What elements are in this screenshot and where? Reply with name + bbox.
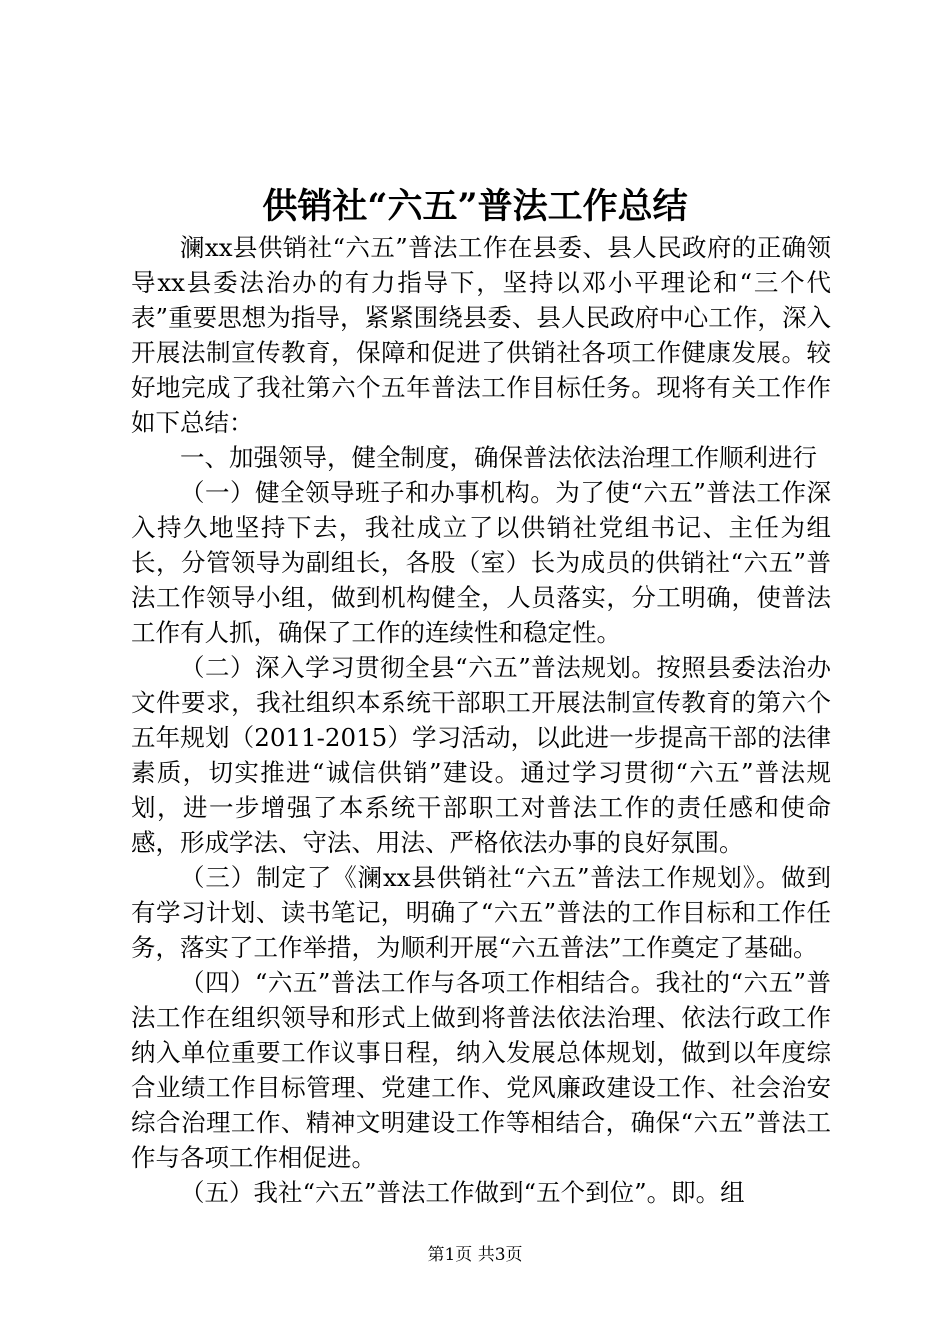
paragraph-intro: 澜xx县供销社“六五”普法工作在县委、县人民政府的正确领导xx县委法治办的有力指导下，坚持以邓小平理论和“三个代表”重要思想为指导，紧紧围绕县委、县人民政府中心工作，深入开展法制宣传教育，保障和促进了供销社各项工作健康发展。较好地完成了我社第六个五年普法工作目标任务。现将有关工作作如下总结：: [131, 233, 831, 437]
paragraph-section-heading-1: 一、加强领导，健全制度，确保普法依法治理工作顺利进行: [180, 443, 817, 472]
document-title: 供销社“六五”普法工作总结: [262, 186, 688, 227]
paragraph-item-4: （四）“六五”普法工作与各项工作相结合。我社的“六五”普法工作在组织领导和形式上做到将普法依法治理、依法行政工作纳入单位重要工作议事日程，纳入发展总体规划，做到以年度综合业绩工作目标管理、党建工作、党风廉政建设工作、社会治安综合治理工作、精神文明建设工作等相结合，确保“六五”普法工作与各项工作相促进。: [131, 968, 831, 1172]
paragraph-item-3: （三）制定了《澜xx县供销社“六五”普法工作规划》。做到有学习计划、读书笔记，明确了“六五”普法的工作目标和工作任务，落实了工作举措，为顺利开展“六五普法”工作奠定了基础。: [131, 863, 831, 962]
paragraph-item-5: （五）我社“六五”普法工作做到“五个到位”。即。组: [180, 1178, 745, 1207]
page-footer: 第1页 共3页: [427, 1245, 523, 1265]
paragraph-item-2: （二）深入学习贯彻全县“六五”普法规划。按照县委法治办文件要求，我社组织本系统干部职工开展法制宣传教育的第六个五年规划（2011-2015）学习活动，以此进一步提高干部的法律素质，切实推进“诚信供销”建设。通过学习贯彻“六五”普法规划，进一步增强了本系统干部职工对普法工作的责任感和使命感，形成学法、守法、用法、严格依法办事的良好氛围。: [131, 653, 831, 857]
paragraph-item-1: （一）健全领导班子和办事机构。为了使“六五”普法工作深入持久地坚持下去，我社成立了以供销社党组书记、主任为组长，分管领导为副组长，各股（室）长为成员的供销社“六五”普法工作领导小组，做到机构健全，人员落实，分工明确，使普法工作有人抓，确保了工作的连续性和稳定性。: [131, 478, 831, 647]
document-body: [131, 230, 831, 1210]
